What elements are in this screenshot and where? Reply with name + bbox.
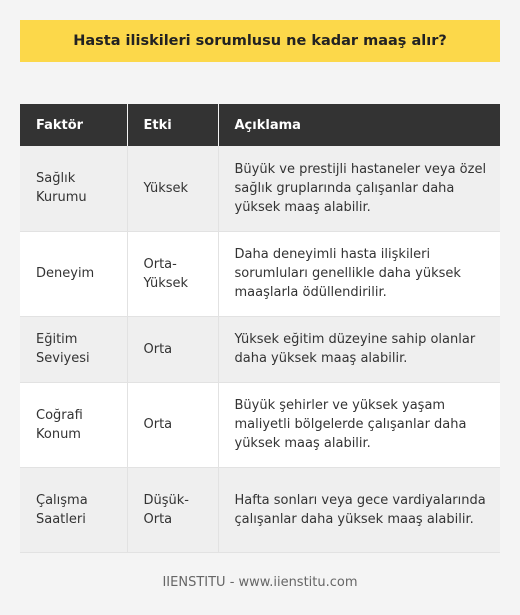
cell-effect: Orta-Yüksek (127, 231, 218, 316)
cell-effect: Düşük-Orta (127, 467, 218, 552)
cell-factor: Coğrafi Konum (20, 382, 127, 467)
cell-factor: Sağlık Kurumu (20, 146, 127, 231)
table-row (20, 231, 500, 316)
table-row (20, 316, 500, 382)
cell-effect: Orta (127, 382, 218, 467)
table-row (20, 467, 500, 552)
cell-effect: Orta (127, 316, 218, 382)
salary-factors-table (20, 104, 500, 553)
page-title: Hasta iliskileri sorumlusu ne kadar maaş alır? (73, 33, 447, 49)
cell-description: Daha deneyimli hasta ilişkileri sorumluları genellikle daha yüksek maaşlarla ödüllendirilir. (218, 231, 500, 316)
title-banner (20, 20, 500, 62)
header-factor: Faktör (20, 104, 127, 146)
table-row (20, 382, 500, 467)
cell-factor: Çalışma Saatleri (20, 467, 127, 552)
cell-factor: Eğitim Seviyesi (20, 316, 127, 382)
cell-description: Büyük şehirler ve yüksek yaşam maliyetli bölgelerde çalışanlar daha yüksek maaş alabilir. (218, 382, 500, 467)
cell-effect: Yüksek (127, 146, 218, 231)
table-row (20, 146, 500, 231)
cell-description: Yüksek eğitim düzeyine sahip olanlar daha yüksek maaş alabilir. (218, 316, 500, 382)
header-effect: Etki (127, 104, 218, 146)
cell-factor: Deneyim (20, 231, 127, 316)
footer-credit: IIENSTITU - www.iienstitu.com (162, 575, 358, 590)
header-description: Açıklama (218, 104, 500, 146)
cell-description: Büyük ve prestijli hastaneler veya özel sağlık gruplarında çalışanlar daha yüksek maaş alabilir. (218, 146, 500, 231)
cell-description: Hafta sonları veya gece vardiyalarında çalışanlar daha yüksek maaş alabilir. (218, 467, 500, 552)
table-header-row (20, 104, 500, 146)
